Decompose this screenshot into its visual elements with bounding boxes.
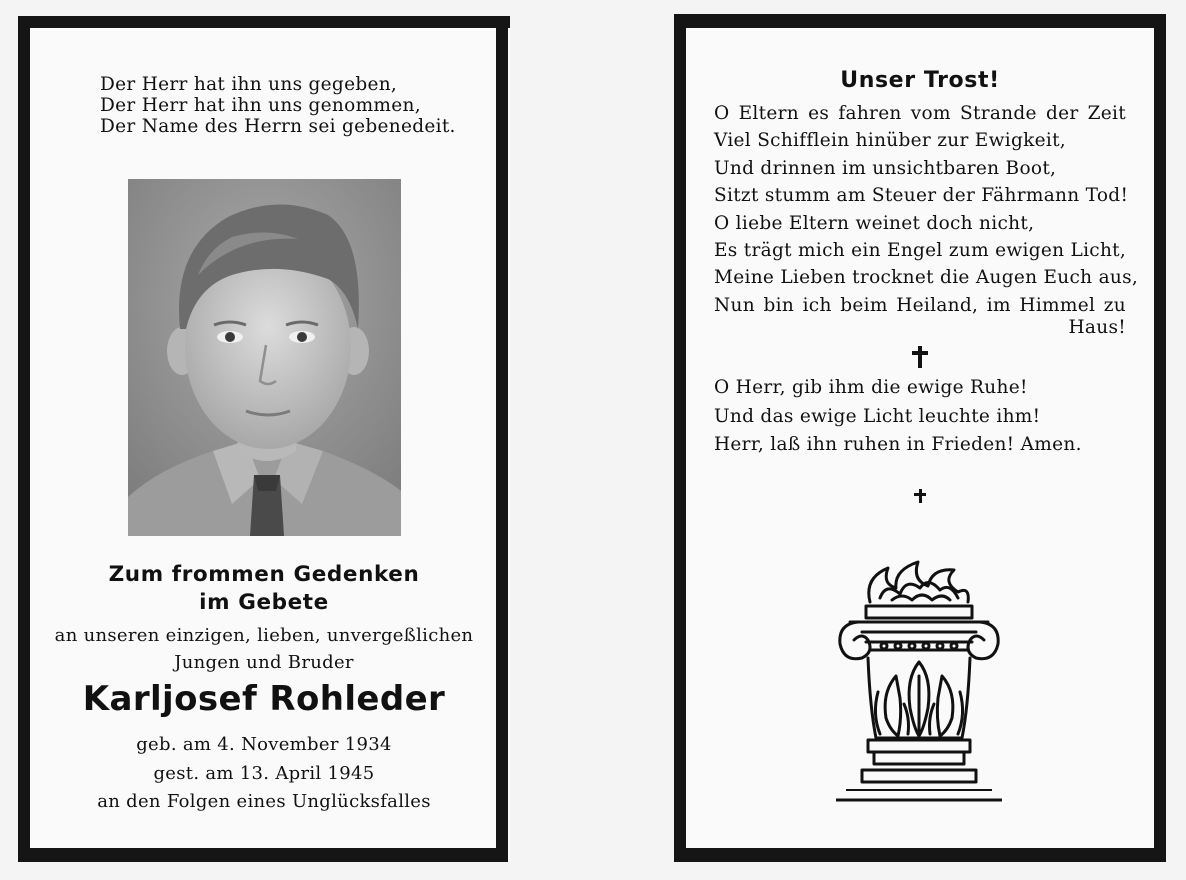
right-card-border-bottom [674,848,1166,862]
prayer [714,374,1134,460]
life-dates [18,731,510,817]
scripture-verse [100,74,456,137]
memorial-subtext-line: an unseren einzigen, lieben, unvergeßlichen [54,625,474,646]
eternal-flame-urn-icon [836,558,1002,804]
deceased-name: Karljosef Rohleder [82,679,446,719]
poem-line: Viel Schifflein hinüber zur Ewigkeit, [714,130,1066,152]
poem-line: Und drinnen im unsichtbaren Boot, [714,157,1057,179]
left-card-border-bottom [18,848,508,862]
death-date: gest. am 13. April 1945 [153,762,375,784]
portrait-photo [128,179,401,536]
poem [714,100,1139,319]
prayer-line: Und das ewige Licht leuchte ihm! [714,405,1041,427]
portrait-illustration [128,179,401,536]
poem-line: Meine Lieben trocknet die Augen Euch aus, [714,267,1139,289]
prayer-line: Herr, laß ihn ruhen in Frieden! Amen. [714,434,1082,455]
poem-line-continuation: Haus! [1068,317,1126,338]
poem-line: O liebe Eltern weinet doch nicht, [714,212,1035,234]
right-card-border-top [674,14,1166,28]
verse-line: Der Name des Herrn sei gebenedeit. [100,116,456,137]
poem-line: Es trägt mich ein Engel zum ewigen Licht, [714,240,1127,262]
poem-line: Sitzt stumm am Steuer der Fährmann Tod! [714,185,1129,207]
memorial-heading-line: im Gebete [199,590,329,615]
left-card-border-top [18,16,510,28]
verse-line: Der Herr hat ihn uns gegeben, [100,74,398,95]
poem-title: Unser Trost! [840,68,1000,93]
poem-line: O Eltern es fahren vom Strande der Zeit [714,103,1126,124]
verse-line: Der Herr hat ihn uns genommen, [100,95,421,116]
cross-icon [912,346,928,368]
memorial-heading [18,561,510,617]
right-card-border-right [1154,14,1166,862]
cause-of-death: an den Folgen eines Unglücksfalles [97,791,431,812]
memorial-heading-line: Zum frommen Gedenken [108,562,420,587]
memorial-subtext [18,622,510,676]
birth-date: geb. am 4. November 1934 [136,734,392,755]
poem-line: Nun bin ich beim Heiland, im Himmel zu [714,294,1126,316]
memorial-subtext-line: Jungen und Bruder [174,652,354,673]
prayer-line: O Herr, gib ihm die ewige Ruhe! [714,377,1028,398]
right-card-border-left [674,14,686,862]
cross-icon [914,489,926,503]
